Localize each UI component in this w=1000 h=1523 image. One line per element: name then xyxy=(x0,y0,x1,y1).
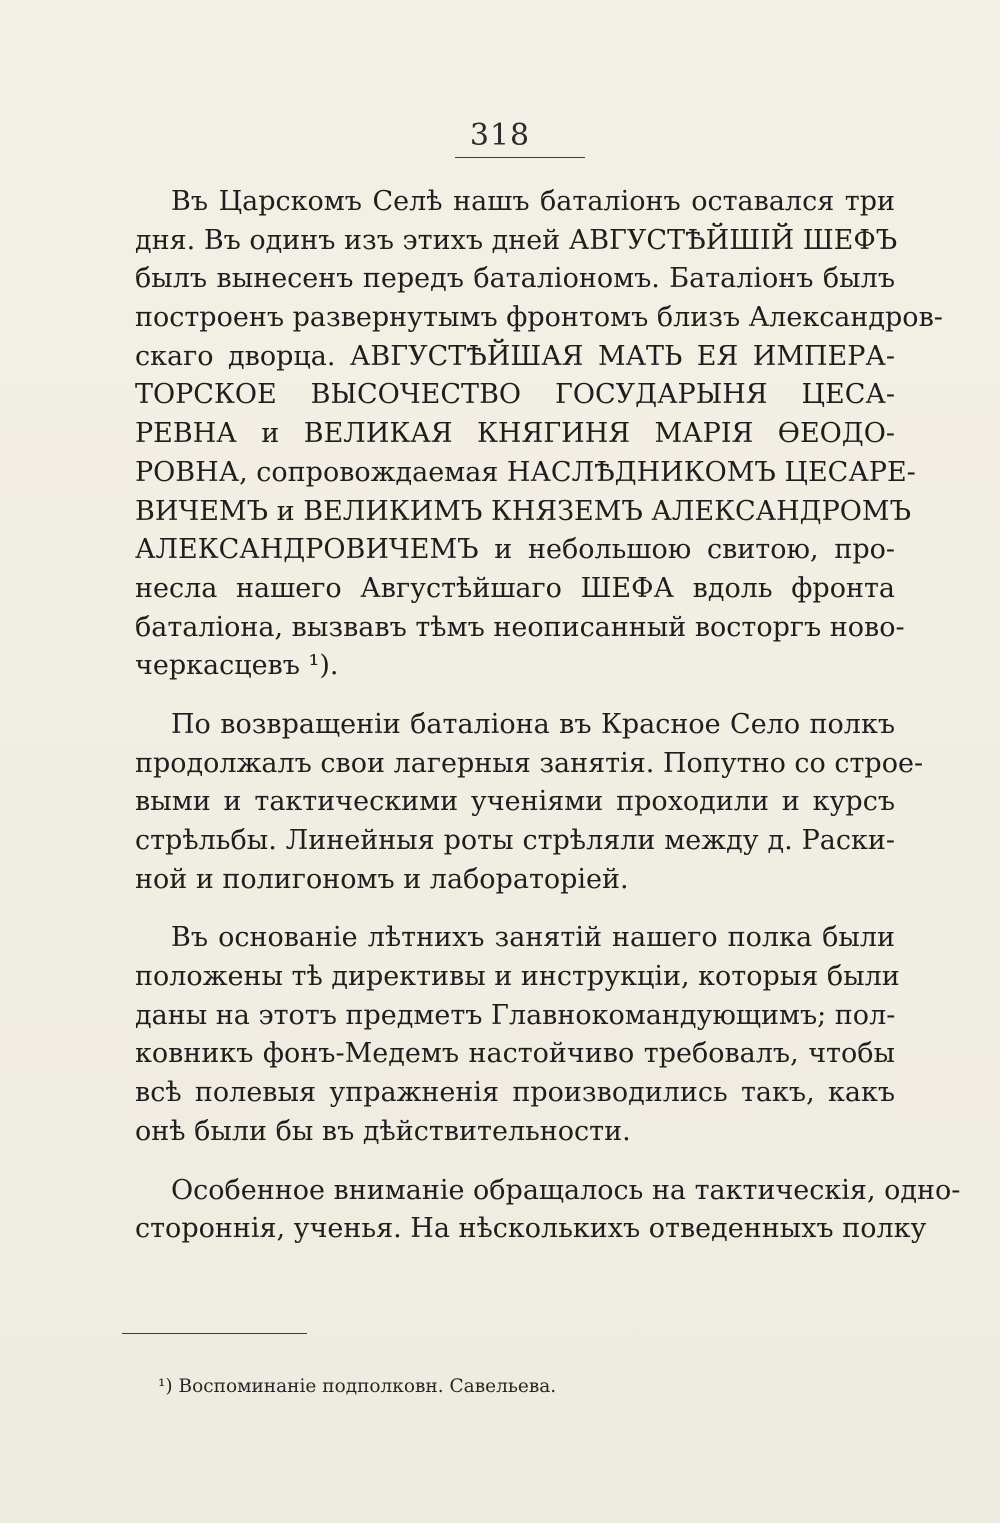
text-line: всѣ полевыя упражненія производились такъ, какъ xyxy=(135,1077,895,1109)
text-line: выми и тактическими ученіями проходили и курсъ xyxy=(135,786,895,818)
paragraph-gap xyxy=(135,1152,895,1172)
text-line: По возвращеніи баталіона въ Красное Село полкъ xyxy=(171,708,895,740)
paragraph-gap xyxy=(135,899,895,919)
footnote: ¹) Воспоминаніе подполковн. Савельева. xyxy=(158,1376,557,1397)
header-rule xyxy=(455,157,585,158)
text-line: ТОРСКОЕ ВЫСОЧЕСТВО ГОСУДАРЫНЯ ЦЕСА- xyxy=(135,379,895,411)
paragraph-gap xyxy=(135,686,895,706)
text-line: онѣ были бы въ дѣйствительности. xyxy=(135,1115,631,1147)
text-line: продолжалъ свои лагерныя занятія. Попутно со строе- xyxy=(135,747,924,779)
text-line: дня. Въ одинъ изъ этихъ дней АВГУСТѢЙШІЙ ШЕФЪ xyxy=(135,224,898,256)
text-line: АЛЕКСАНДРОВИЧЕМЪ и небольшою свитою, про- xyxy=(135,534,895,566)
text-line: РЕВНА и ВЕЛИКАЯ КНЯГИНЯ МАРІЯ ѲЕОДО- xyxy=(135,418,895,450)
page-number: 318 xyxy=(469,118,531,153)
text-line: положены тѣ директивы и инструкціи, которыя были xyxy=(135,961,900,993)
text-line: РОВНА, сопровождаемая НАСЛѢДНИКОМЪ ЦЕСАРЕ- xyxy=(135,456,916,488)
text-line: Въ основаніе лѣтнихъ занятій нашего полка были xyxy=(171,922,895,954)
text-line: черкасцевъ ¹). xyxy=(135,650,339,682)
text-line: построенъ развернутымъ фронтомъ близъ Александров- xyxy=(135,302,943,334)
text-line: ковникъ фонъ-Медемъ настойчиво требовалъ, чтобы xyxy=(135,1038,895,1070)
body-text xyxy=(135,183,961,1249)
text-line: несла нашего Августѣйшаго ШЕФА вдоль фронта xyxy=(135,572,895,604)
text-line: стрѣльбы. Линейныя роты стрѣляли между д. Раски- xyxy=(135,825,895,856)
text-line: даны на этотъ предметъ Главнокомандующимъ; пол- xyxy=(135,999,896,1031)
text-line: баталіона, вызвавъ тѣмъ неописанный восторгъ ново- xyxy=(135,611,905,643)
text-line: скаго дворца. АВГУСТѢЙШАЯ МАТЬ ЕЯ ИМПЕРА- xyxy=(135,340,895,372)
text-line: былъ вынесенъ передъ баталіономъ. Баталіонъ былъ xyxy=(135,263,895,295)
text-line: Особенное вниманіе обращалось на тактическія, одно- xyxy=(171,1174,961,1206)
text-line: ной и полигономъ и лабораторіей. xyxy=(135,863,629,895)
text-line: Въ Царскомъ Селѣ нашъ баталіонъ оставался три xyxy=(171,186,895,217)
text-line: стороннія, ученья. На нѣсколькихъ отведенныхъ полку xyxy=(135,1213,927,1245)
footnote-rule xyxy=(122,1333,307,1334)
text-line: ВИЧЕМЪ и ВЕЛИКИМЪ КНЯЗЕМЪ АЛЕКСАНДРОМЪ xyxy=(135,495,912,527)
